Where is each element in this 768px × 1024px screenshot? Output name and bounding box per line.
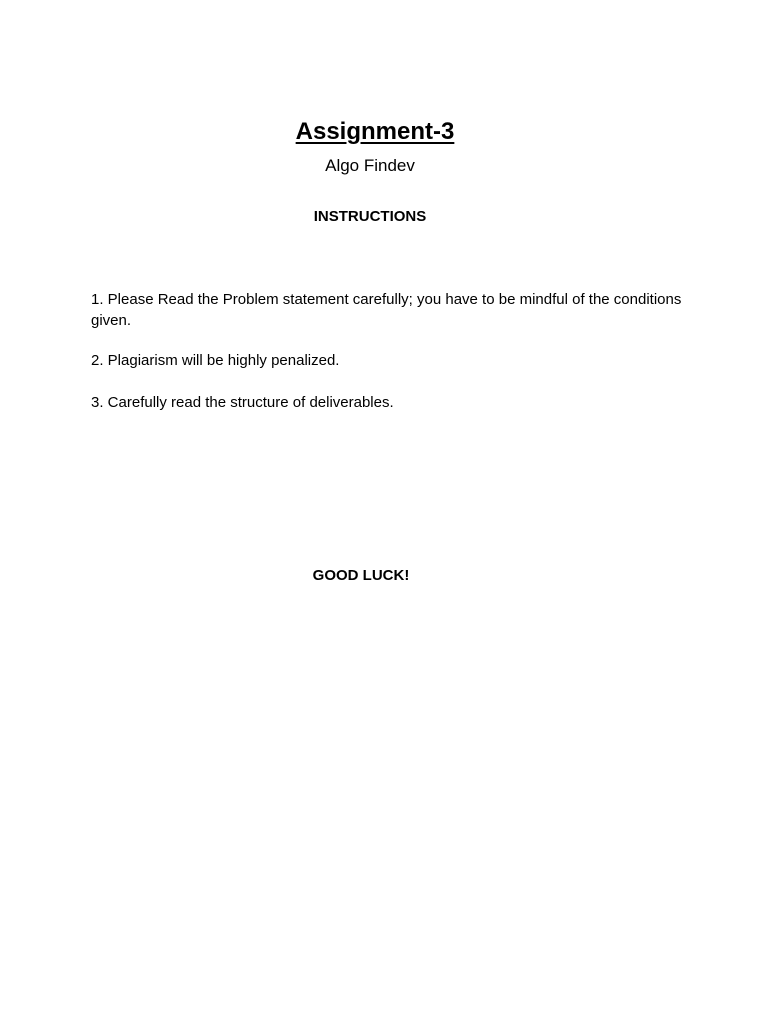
instruction-item: 2. Plagiarism will be highly penalized. xyxy=(91,352,340,369)
closing-text: GOOD LUCK! xyxy=(312,567,410,584)
document-title: Assignment-3 xyxy=(295,118,455,145)
instruction-item: 3. Carefully read the structure of deliverables. xyxy=(91,394,394,411)
instruction-item: 1. Please Read the Problem statement carefully; you have to be mindful of the conditions given. xyxy=(91,291,682,329)
document-subtitle: Algo Findev xyxy=(325,156,415,175)
instructions-heading: INSTRUCTIONS xyxy=(313,208,427,225)
